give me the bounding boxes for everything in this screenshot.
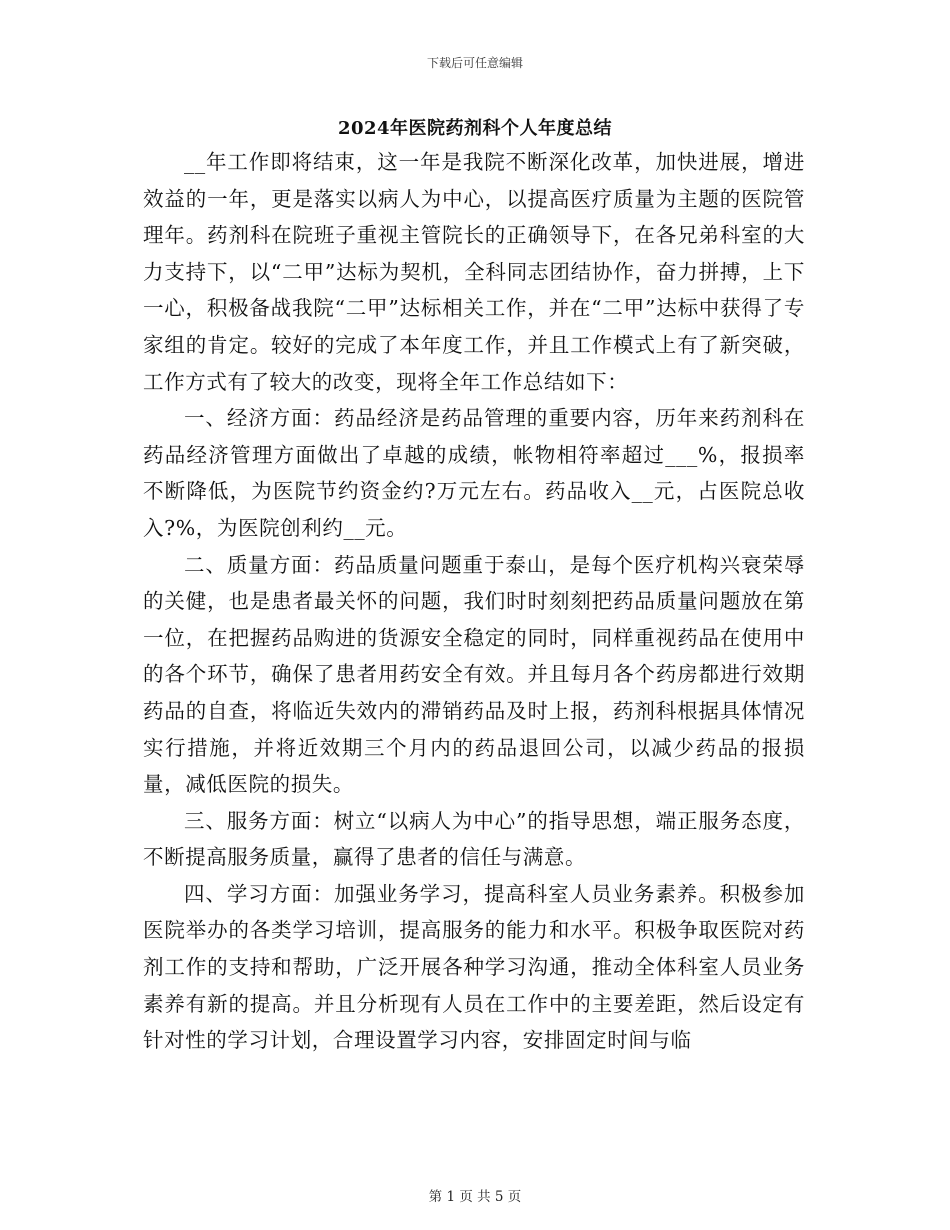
document-body	[143, 144, 805, 1059]
document-title: 2024年医院药剂科个人年度总结	[337, 118, 613, 139]
paragraph-economy: 一、经济方面：药品经济是药品管理的重要内容，历年来药剂科在药品经济管理方面做出了卓越的成绩，帐物相符率超过___%，报损率不断降低，为医院节约资金约?万元左右。药品收入__元，占医院总收入?%，为医院创利约__元。	[143, 406, 805, 540]
paragraph-quality: 二、质量方面：药品质量问题重于泰山，是每个医疗机构兴衰荣辱的关健，也是患者最关怀的问题，我们时时刻刻把药品质量问题放在第一位，在把握药品购进的货源安全稳定的同时，同样重视药品在使用中的各个环节，确保了患者用药安全有效。并且每月各个药房都进行效期药品的自查，将临近失效内的滞销药品及时上报，药剂科根据具体情况实行措施，并将近效期三个月内的药品退回公司，以减少药品的报损量，减低医院的损失。	[143, 552, 805, 797]
page-header-note: 下载后可任意编辑	[426, 56, 523, 70]
paragraph-service: 三、服务方面：树立“以病人为中心”的指导思想，端正服务态度，不断提高服务质量，赢得了患者的信任与满意。	[143, 808, 805, 870]
page-number-footer: 第 1 页 共 5 页	[428, 1189, 522, 1205]
paragraph-study: 四、学习方面：加强业务学习，提高科室人员业务素养。积极参加医院举办的各类学习培训，提高服务的能力和水平。积极争取医院对药剂工作的支持和帮助，广泛开展各种学习沟通，推动全体科室人员业务素养有新的提高。并且分析现有人员在工作中的主要差距，然后设定有针对性的学习计划，合理设置学习内容，安排固定时间与临	[143, 881, 805, 1053]
paragraph-intro: __年工作即将结束，这一年是我院不断深化改革，加快进展，增进效益的一年，更是落实以病人为中心，以提高医疗质量为主题的医院管理年。药剂科在院班子重视主管院长的正确领导下，在各兄弟科室的大力支持下，以“二甲”达标为契机，全科同志团结协作，奋力拼搏，上下一心，积极备战我院“二甲”达标相关工作，并在“二甲”达标中获得了专家组的肯定。较好的完成了本年度工作，并且工作模式上有了新突破，工作方式有了较大的改变，现将全年工作总结如下：	[143, 150, 805, 394]
